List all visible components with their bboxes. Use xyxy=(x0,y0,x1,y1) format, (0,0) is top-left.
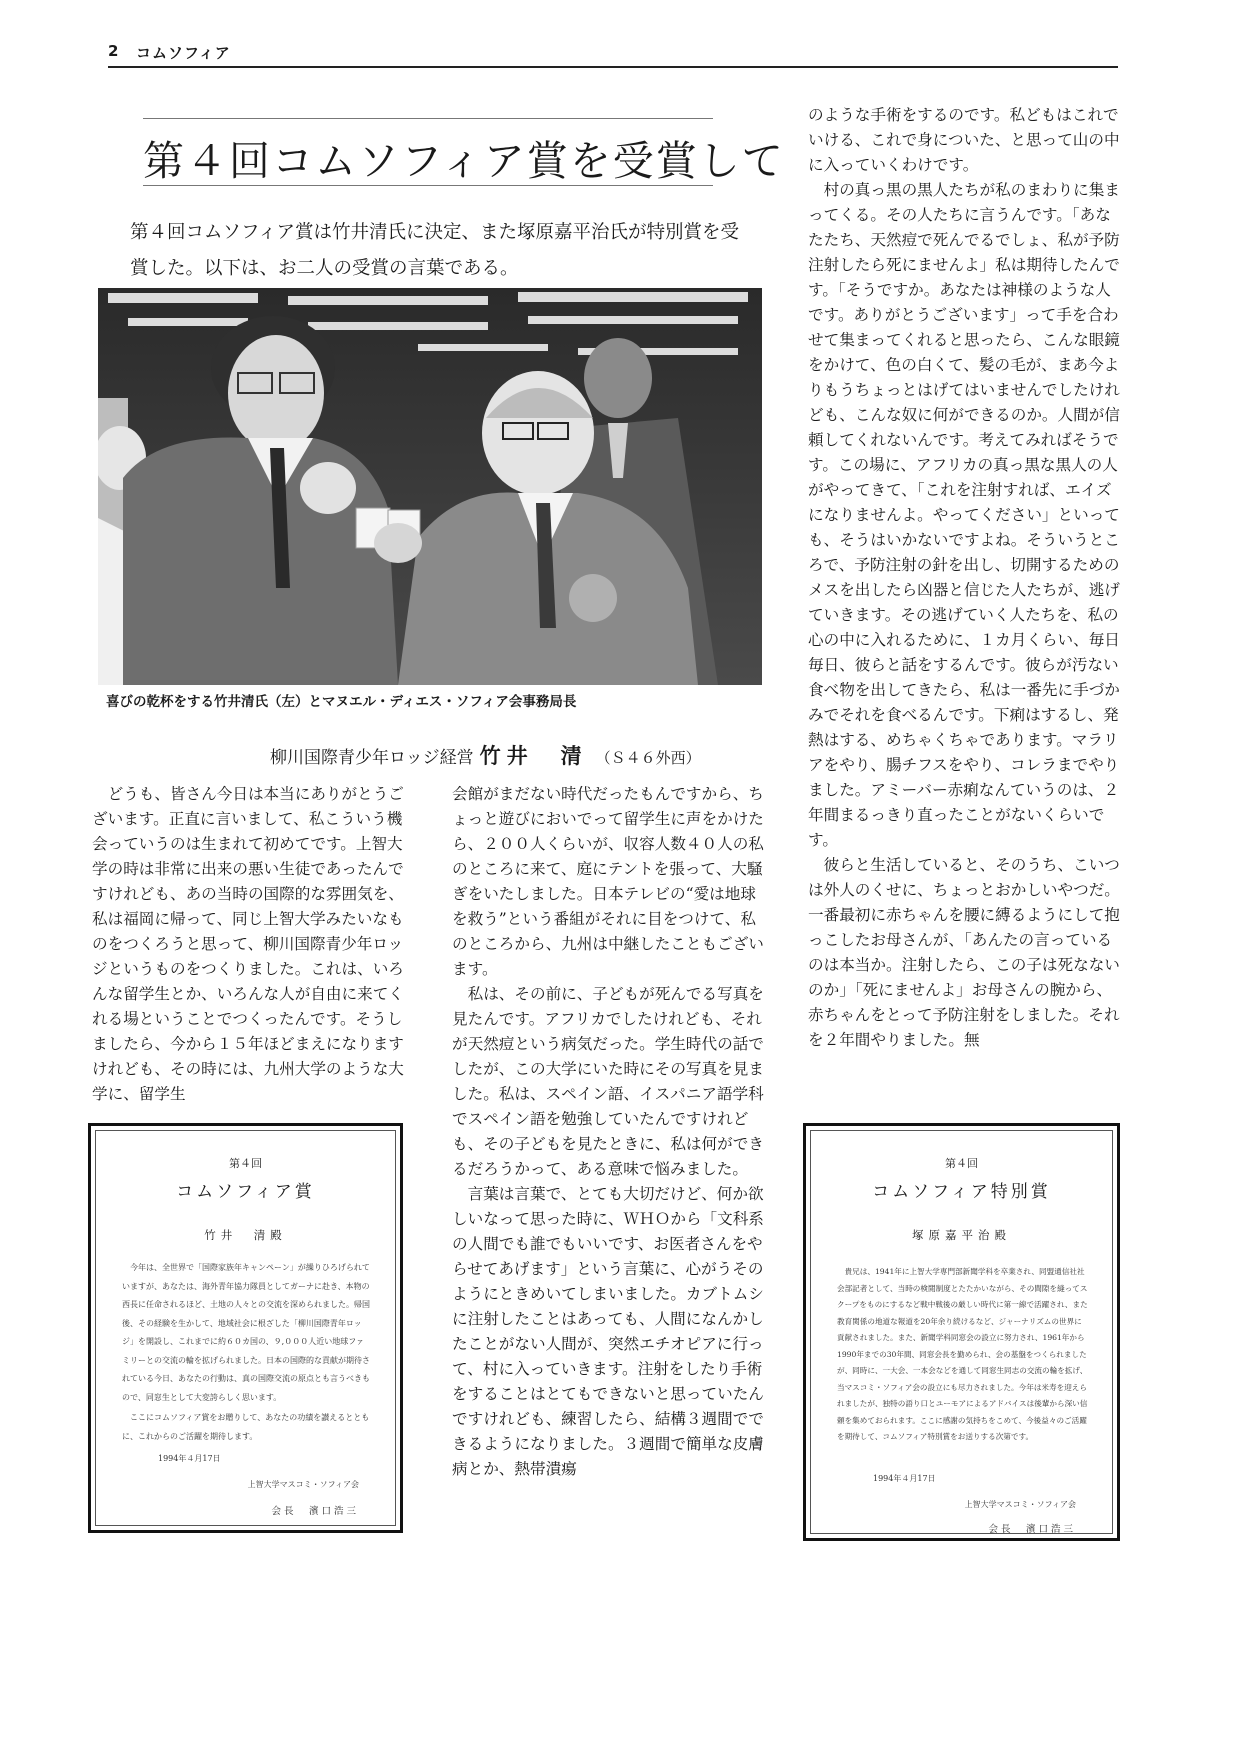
page-header xyxy=(108,38,1118,68)
article-lead: 第４回コムソフィア賞は竹井清氏に決定、また塚原嘉平治氏が特別賞を受賞した。以下は、お二人の受賞の言葉である。 xyxy=(130,222,740,279)
certificate-organization: 上智大学マスコミ・ソフィア会 xyxy=(964,1500,1076,1509)
byline-note: （Ｓ４６外西） xyxy=(595,749,701,767)
special-award-certificate xyxy=(803,1123,1120,1541)
paragraph: 彼らと生活していると、そのうち、こいつは外人のくせに、ちょっとおかしいやつだ。一番最初に赤ちゃんを腰に縛るようにして抱っこしたお母さんが、「あんたの言っているのは本当か。注射したら、この子は死なないのか」「死にませんよ」お母さんの腕から、赤ちゃんをとって予防注射をしました。それを２年間やりました。無 xyxy=(808,856,1120,1049)
text-column-2 xyxy=(452,782,764,1547)
certificate-date: 1994年４月17日 xyxy=(158,1454,221,1463)
paragraph: 村の真っ黒の黒人たちが私のまわりに集まってくる。その人たちに言うんです。「あなたたち、天然痘で死んでるでしょ、私が予防注射したら死にませんよ」私は期待したんです。「そうですか。あなたは神様のような人です。ありがとうございます」って手を合わせて集まってくれると思ったら、こんな眼鏡をかけて、色の白くて、髪の毛が、まあ今よりもうちょっとはげてはいませんでしたけれども、こんな奴に何ができるのか。人間が信頼してくれないんです。考えてみればそうです。この場に、アフリカの真っ黒な黒人の人がやってきて、「これを注射すれば、エイズになりませんよ。やってください」といっても、そうはいかないですよね。そういうところで、予防注射の針を出し、切開するためのメスを出したら凶器と信じた人たちが、逃げていきます。その逃げていく人たちを、私の心の中に入れるために、１カ月くらい、毎日毎日、彼らと話をするんです。彼らが汚ない食べ物を出してきたら、私は一番先に手づかみでそれを食べるんです。下痢はするし、発熱はする、めちゃくちゃであります。マラリアをやり、腸チフスをやり、コレラまでやりました。アミーバー赤痢なんていうのは、２年間まるっきり直ったことがないくらいです。 xyxy=(808,181,1120,849)
certificate-title: コムソフィア賞 xyxy=(176,1182,315,1202)
paragraph: のような手術をするのです。私どもはこれでいける、これで身についた、と思って山の中に入っていくわけです。 xyxy=(808,106,1120,174)
byline-affiliation: 柳川国際青少年ロッジ経営 xyxy=(270,748,474,768)
certificate-president: 会長 濱口浩三 xyxy=(271,1506,359,1517)
certificate-president: 会長 濱口浩三 xyxy=(988,1524,1076,1535)
paragraph: 会館がまだない時代だったもんですから、ちょっと遊びにおいでって留学生に声をかけたら、２００人くらいが、収容人数４０人の私のところに来て、庭にテントを張って、大騒ぎをいたしました。日本テレビの“愛は地球を救う”という番組がそれに目をつけて、私のところから、九州は中継したこともございます。 xyxy=(452,785,764,978)
paragraph: 私は、その前に、子どもが死んでる写真を見たんです。アフリカでしたけれども、それが天然痘という病気だった。学生時代の話でしたが、この大学にいた時にその写真を見ました。私は、スペイン語、イスパニア語学科でスペイン語を勉強していたんですけれども、その子どもを見たときに、私は何ができるだろうかって、ある意味で悩みました。 xyxy=(452,985,764,1178)
paragraph: 言葉は言葉で、とても大切だけど、何か欲しいなって思った時に、ＷＨＯから「文科系の人間でも誰でもいいです、お医者さんをやらせてあげます」という言葉に、心がうそのようにときめいてしまいました。カブトムシに注射したことはあっても、人間になんかしたことがない人間が、突然エチオピアに行って、村に入っていきます。注射をしたり手術をすることはとてもできないと思っていたんですけれども、練習したら、結構３週間でできるようになりました。３週間で簡単な皮膚病とか、熱帯潰瘍 xyxy=(452,1185,764,1478)
byline-name: 竹井 清 xyxy=(479,744,588,768)
article-title: 第４回コムソフィア賞を受賞して xyxy=(143,137,785,185)
paragraph: どうも、皆さん今日は本当にありがとうございます。正直に言いまして、私こういう機会っていうのは生まれて初めてです。上智大学の時は非常に出来の悪い生徒であったんですけれども、あの当時の国際的な雰囲気を、私は福岡に帰って、同じ上智大学みたいなものをつくろうと思って、柳川国際青少年ロッジというものをつくりました。これは、いろんな留学生とか、いろんな人が自由に来てくれる場ということでつくったんです。そうしましたら、今から１５年ほどまえになりますけれども、その時には、九州大学のような大学に、留学生 xyxy=(92,785,404,1103)
text-column-3 xyxy=(808,103,1124,1123)
text-column-1 xyxy=(92,782,406,1122)
byline xyxy=(270,740,750,770)
certificate-date: 1994年４月17日 xyxy=(873,1474,936,1483)
award-certificate xyxy=(88,1123,403,1533)
page-number: 2 xyxy=(108,42,119,60)
certificate-closing: ここにコムソフィア賞をお贈りして、あなたの功績を讃えるとともに、これからのご活躍を期待します。 xyxy=(122,1413,370,1441)
article-title-block xyxy=(143,118,785,186)
photo-caption: 喜びの乾杯をする竹井清氏（左）とマヌエル・ディエス・ソフィア会事務局長 xyxy=(106,694,577,710)
certificate-body: 今年は、全世界で「国際家族年キャンペーン」が繰りひろげられていますが、あなたは、海外青年協力隊員としてガーナに赴き、本物の西長に任命されるほど、土地の人々との交流を深められました。帰国後、その経験を生かして、地域社会に根ざした「柳川国際青年ロッジ」を開設し、これまでに約６０カ国の、９,０００人近い地球ファミリーとの交流の輪を拡げられました。日本の国際的な貢献が期待されている今日、あなたの行動は、真の国際交流の原点とも言うべきもので、同窓生として大変誇らしく思います。 xyxy=(122,1263,370,1402)
certificate-number: 第４回 xyxy=(945,1157,978,1170)
certificate-organization: 上智大学マスコミ・ソフィア会 xyxy=(247,1480,359,1489)
photo-illustration xyxy=(98,288,762,685)
certificate-recipient: 塚原嘉平治殿 xyxy=(912,1228,1011,1242)
certificate-title: コムソフィア特別賞 xyxy=(872,1182,1051,1202)
certificate-number: 第４回 xyxy=(229,1157,262,1170)
publication-name: コムソフィア xyxy=(136,44,231,62)
certificate-body: 貴兄は、1941年に上智大学専門部新聞学科を卒業され、同盟通信社社会部記者として、当時の検閲制度とたたかいながら、その間隙を縫ってスクープをものにするなど戦中戦後の厳しい時代に第一線で活躍され、また教育関係の地道な報道を20年余り続けるなど、ジャーナリズムの世界に貢献されました。また、新聞学科同窓会の設立に努力され、1961年から1990年までの30年間、同窓会長を勤められ、会の基盤をつくられましたが、同時に、一大会、一本会などを通して同窓生同志の交流の輪を拡げ、当マスコミ・ソフィア会の設立にも尽力されました。今年は米寿を迎えられましたが、独特の語り口とユーモアによるアドバイスは後輩から深い信頼を集めておられます。ここに感謝の気持ちをこめて、今後益々のご活躍を期待して、コムソフィア特別賞をお送りする次第です。 xyxy=(837,1267,1088,1441)
ceremony-photo xyxy=(98,288,762,685)
certificate-recipient: 竹井 清殿 xyxy=(204,1228,287,1242)
